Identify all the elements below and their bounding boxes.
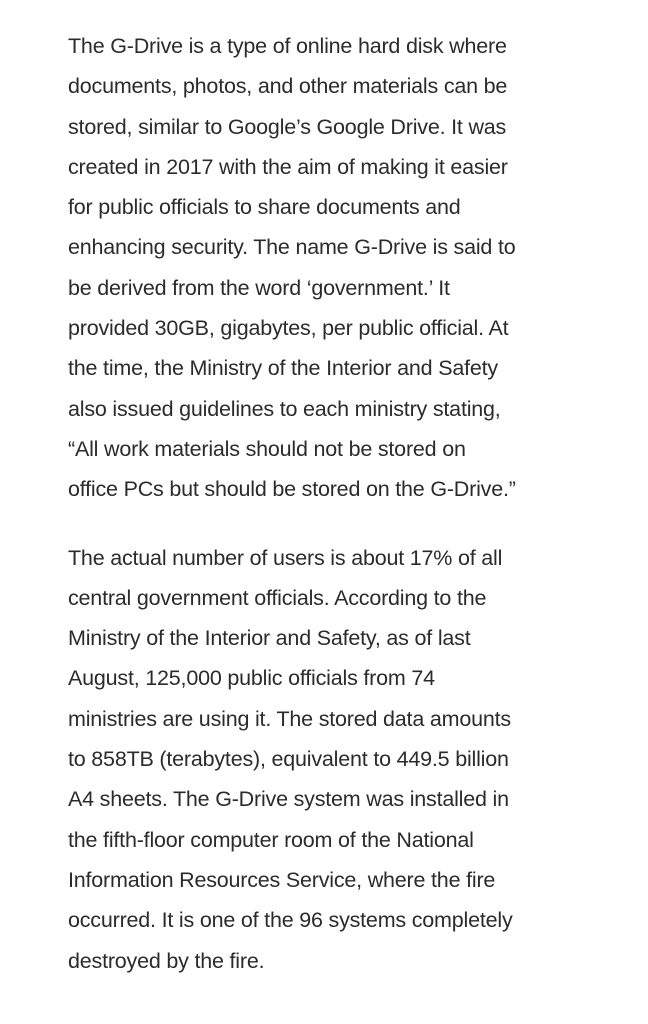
text-line: Ministry of the Interior and Safety, as of last [68, 626, 471, 651]
text-line: destroyed by the fire. [68, 948, 265, 973]
text-line: the time, the Ministry of the Interior and Safety [68, 356, 498, 381]
text-line: A4 sheets. The G-Drive system was installed in [68, 787, 509, 812]
text-line: August, 125,000 public officials from 74 [68, 666, 435, 691]
text-line: to 858TB (terabytes), equivalent to 449.5 billion [68, 747, 509, 772]
text-line: provided 30GB, gigabytes, per public official. At [68, 316, 509, 341]
article-body [68, 26, 588, 981]
text-line: office PCs but should be stored on the G-Drive.” [68, 477, 516, 502]
text-line: for public officials to share documents and [68, 195, 461, 220]
text-line: documents, photos, and other materials can be [68, 74, 508, 99]
text-line: created in 2017 with the aim of making it easier [68, 154, 508, 179]
text-line: central government officials. According to the [68, 585, 487, 610]
text-line: The actual number of users is about 17% of all [68, 545, 503, 570]
text-line: Information Resources Service, where the fire [68, 867, 496, 892]
text-line: also issued guidelines to each ministry stating, [68, 396, 501, 421]
text-line: ministries are using it. The stored data amounts [68, 706, 511, 731]
text-line: be derived from the word ‘government.’ It [68, 275, 450, 300]
text-line: “All work materials should not be stored on [68, 436, 466, 461]
text-line: The G-Drive is a type of online hard disk where [68, 34, 507, 58]
text-line: occurred. It is one of the 96 systems completely [68, 908, 513, 933]
text-line: stored, similar to Google’s Google Drive. It was [68, 114, 507, 139]
text-line: enhancing security. The name G-Drive is said to [68, 235, 516, 260]
paragraph-g-drive-intro [68, 26, 588, 510]
paragraph-g-drive-usage [68, 538, 588, 981]
text-line: the fifth-floor computer room of the National [68, 827, 474, 852]
